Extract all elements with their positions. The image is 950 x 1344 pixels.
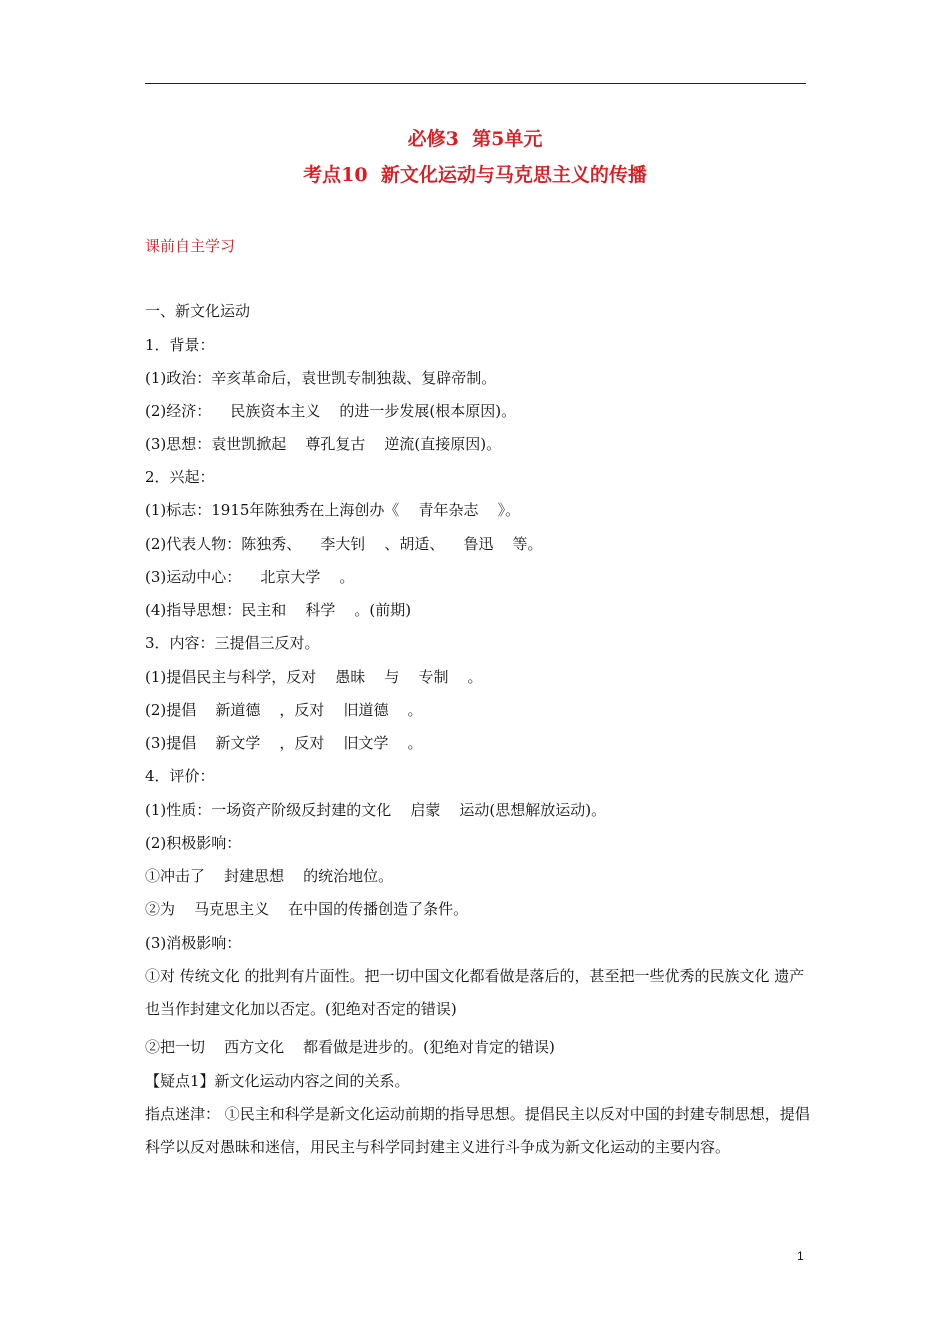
content-line: (4)指导思想：民主和 科学 。(前期) [145, 601, 412, 619]
content-line: ②把一切 西方文化 都看做是进步的。(犯绝对肯定的错误) [145, 1038, 555, 1056]
content-line: (2)积极影响： [145, 834, 242, 852]
topic-title: 考点10 新文化运动与马克思主义的传播 [303, 164, 647, 186]
doubt-heading: 【疑点1】新文化运动内容之间的关系。 [145, 1072, 410, 1090]
content-line: (3)消极影响： [145, 934, 242, 952]
content-line: 一、新文化运动 [145, 302, 251, 320]
content-line: 4．评价： [145, 767, 215, 785]
content-line: (1)政治：辛亥革命后，袁世凯专制独裁、复辟帝制。 [145, 369, 497, 387]
unit-title: 必修3 第5单元 [407, 128, 543, 150]
content-line: ①冲击了 封建思想 的统治地位。 [145, 867, 394, 885]
content-line: (2)经济： 民族资本主义 的进一步发展(根本原因)。 [145, 402, 517, 420]
content-line: (3)思想：袁世凯掀起 尊孔复古 逆流(直接原因)。 [145, 435, 502, 453]
content-line: (3)运动中心： 北京大学 。 [145, 568, 355, 586]
explanation-paragraph: 指点迷津： ①民主和科学是新文化运动前期的指导思想。提倡民主以反对中国的封建专制思想，提倡科学以反对愚昧和迷信，用民主与科学同封建主义进行斗争成为新文化运动的主要内容。 [145, 1105, 810, 1156]
content-line: (1)标志：1915年陈独秀在上海创办《 青年杂志 》。 [145, 501, 521, 519]
content-line: 1．背景： [145, 336, 215, 354]
content-line: (2)代表人物：陈独秀、 李大钊 、胡适、 鲁迅 等。 [145, 535, 543, 553]
section-label: 课前自主学习 [145, 237, 236, 255]
page-number: 1 [797, 1249, 804, 1263]
content-line: (2)提倡 新道德 ，反对 旧道德 。 [145, 701, 423, 719]
content-line: ②为 马克思主义 在中国的传播创造了条件。 [145, 900, 469, 918]
content-line: (1)性质：一场资产阶级反封建的文化 启蒙 运动(思想解放运动)。 [145, 801, 607, 819]
content-line: 2．兴起： [145, 468, 215, 486]
negative-impact-paragraph: ①对 传统文化 的批判有片面性。把一切中国文化都看做是落后的，甚至把一些优秀的民族文化 遗产也当作封建文化加以否定。(犯绝对否定的错误) [145, 967, 805, 1018]
content-line: (1)提倡民主与科学，反对 愚昧 与 专制 。 [145, 668, 483, 686]
content-line: 3．内容：三提倡三反对。 [145, 634, 320, 652]
content-line: (3)提倡 新文学 ，反对 旧文学 。 [145, 734, 423, 752]
header-rule [145, 83, 806, 84]
